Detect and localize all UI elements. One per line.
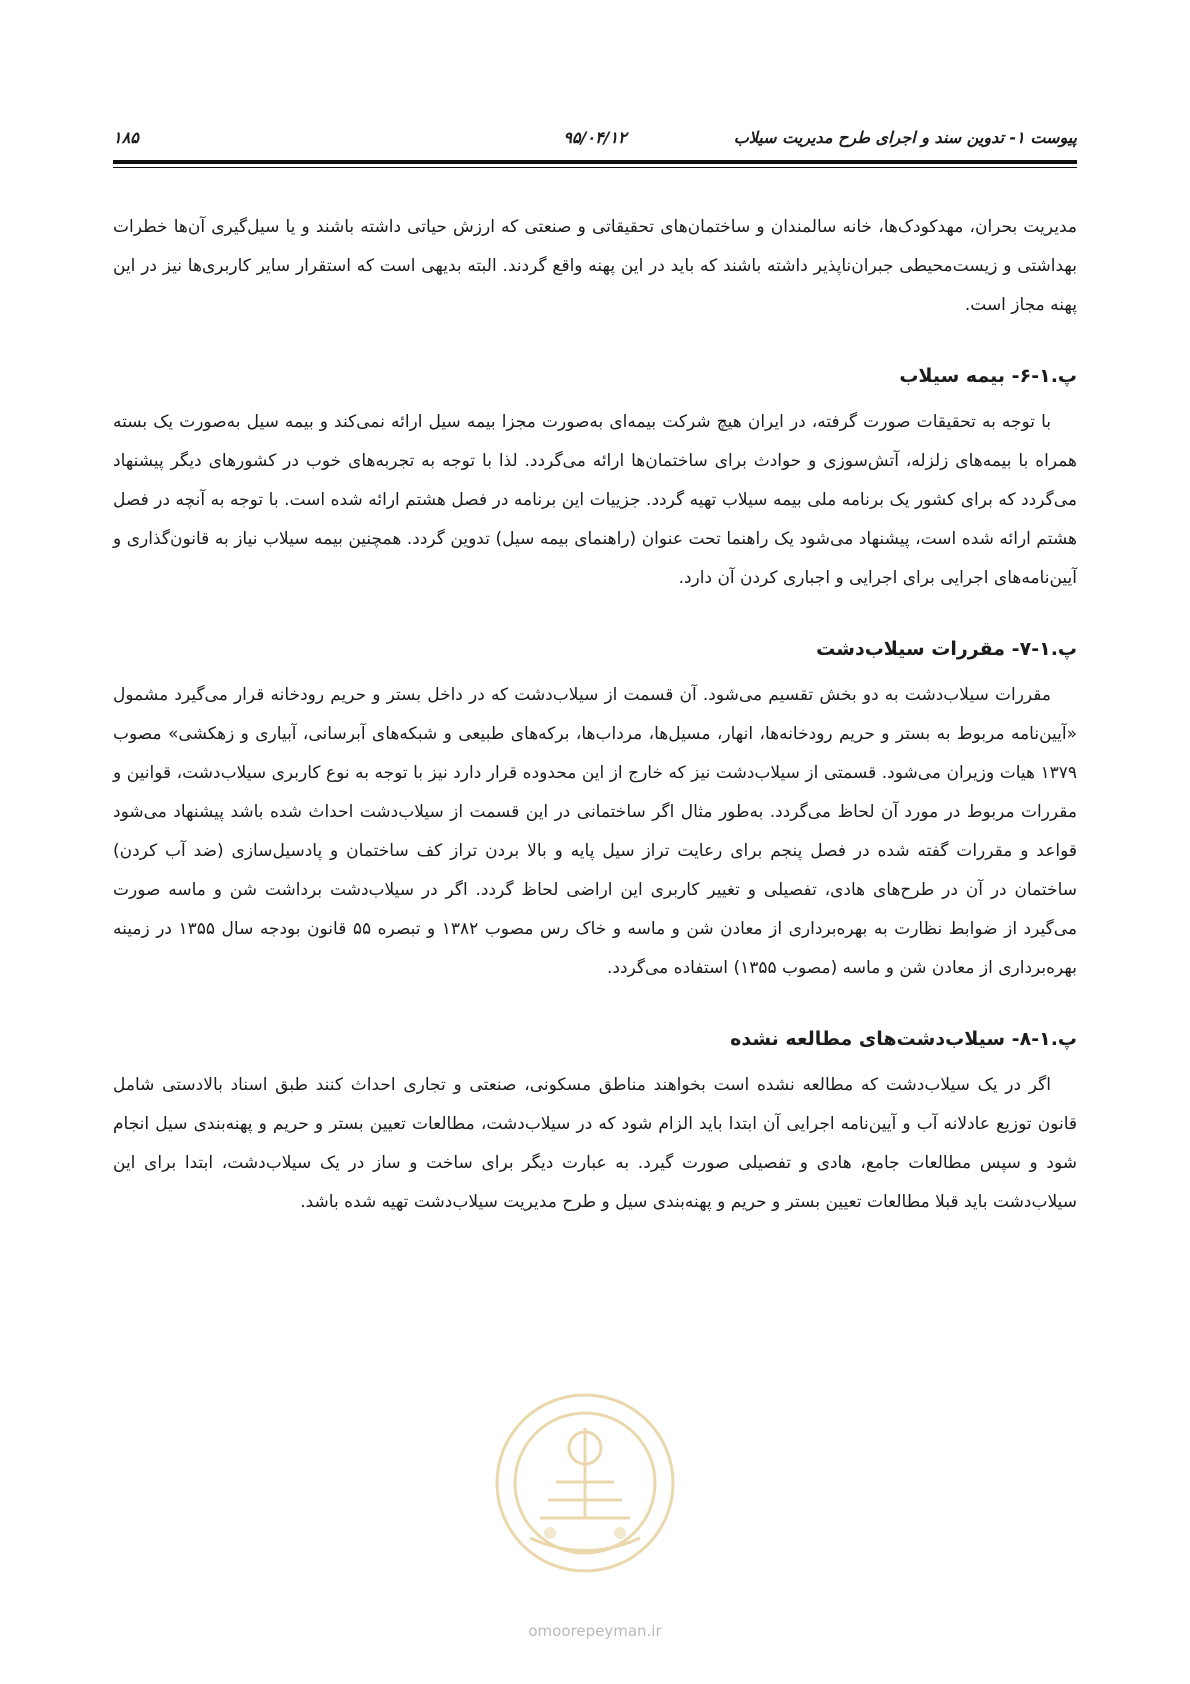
- section-paragraph: مقررات سیلاب‌دشت به دو بخش تقسیم می‌شود. آن قسمت از سیلاب‌دشت که در داخل بستر و حریم رودخانه قرار می‌گیرد مشمول «آیین‌نامه مربوط به بستر و حریم رودخانه‌ها، انهار، مسیل‌ها، مرداب‌ها، برکه‌های طبیعی و شبکه‌های آبرسانی، آبیاری و زهکشی» مصوب ۱۳۷۹ هیات وزیران می‌شود. قسمتی از سیلاب‌دشت نیز که خارج از این محدوده قرار دارد نیز با توجه به نوع کاربری سیلاب‌دشت، قوانین و مقررات مربوط در مورد آن لحاظ می‌گردد. به‌طور مثال اگر ساختمانی در این قسمت از سیلاب‌دشت احداث شده باشد پیشنهاد می‌شود قواعد و مقررات گفته شده در فصل پنجم برای رعایت تراز سیل پایه و بالا بردن تراز کف ساختمان و پادسیل‌سازی (ضد آب کردن) ساختمان در آن در طرح‌های هادی، تفصیلی و تغییر کاربری این اراضی لحاظ گردد. اگر در سیلاب‌دشت برداشت شن و ماسه صورت می‌گیرد از ضوابط نظارت به بهره‌برداری از معادن شن و ماسه و خاک رس مصوب ۱۳۸۲ و تبصره ۵۵ قانون بودجه سال ۱۳۵۵ در زمینه بهره‌برداری از معادن شن و ماسه (مصوب ۱۳۵۵) استفاده می‌گردد.: [113, 685, 1078, 978]
- page-number: ۱۸۵: [113, 128, 139, 147]
- intro-paragraph: مدیریت بحران، مهدکودک‌ها، خانه سالمندان و ساختمان‌های تحقیقاتی و صنعتی که ارزش حیاتی داشته باشند و یا سیل‌گیری آن‌ها خطرات بهداشتی و زیست‌محیطی جبران‌ناپذیر داشته باشند که باید در این پهنه واقع گردند. البته بدیهی است که استقرار سایر کاربری‌ها نیز در این پهنه مجاز است.: [113, 217, 1077, 315]
- section-paragraph: اگر در یک سیلاب‌دشت که مطالعه نشده است بخواهند مناطق مسکونی، صنعتی و تجاری احداث کنند طبق اسناد بالادستی شامل قانون توزیع عادلانه آب و آیین‌نامه اجرایی آن ابتدا باید الزام شود که در سیلاب‌دشت، مطالعات تعیین بستر و حریم و پهنه‌بندی سیل انجام شود و سپس مطالعات جامع، هادی و تفصیلی صورت گیرد. به عبارت دیگر برای ساخت و ساز در یک سیلاب‌دشت، ابتدا برای این سیلاب‌دشت باید قبلا مطالعات تعیین بستر و حریم و پهنه‌بندی سیل و طرح مدیریت سیلاب‌دشت تهیه شده باشد.: [113, 1075, 1077, 1212]
- section-heading-flood-insurance: پ.۱-۶- بیمه سیلاب: [899, 365, 1077, 387]
- watermark-seal-icon: [490, 1388, 680, 1578]
- section-heading-floodplain-regulations: پ.۱-۷- مقررات سیلاب‌دشت: [816, 638, 1077, 660]
- header-title: پیوست ۱- تدوین سند و اجرای طرح مدیریت سیلاب: [733, 128, 1077, 147]
- header-rule-thick: [113, 160, 1077, 164]
- document-body: [113, 208, 1077, 1222]
- header-date: ۹۵/۰۴/۱۲: [563, 128, 627, 147]
- section-heading-unstudied-floodplains: پ.۱-۸- سیلاب‌دشت‌های مطالعه نشده: [730, 1028, 1077, 1050]
- watermark-url: omoorepeyman.ir: [528, 1622, 662, 1640]
- header-rule-thin: [113, 167, 1077, 168]
- page-header: [113, 128, 1077, 154]
- section-paragraph: با توجه به تحقیقات صورت گرفته، در ایران هیچ شرکت بیمه‌ای به‌صورت مجزا بیمه سیل ارائه نمی‌کند و بیمه سیل به‌صورت یک بسته همراه با بیمه‌های زلزله، آتش‌سوزی و حوادث برای ساختمان‌ها ارائه می‌گردد. لذا با توجه به تجربه‌های خوب در کشورهای دیگر پیشنهاد می‌گردد که برای کشور یک برنامه ملی بیمه سیلاب تهیه گردد. جزییات این برنامه در فصل هشتم ارائه شده است. با توجه به آنچه در فصل هشتم ارائه شده است، پیشنهاد می‌شود یک راهنما تحت عنوان (راهنمای بیمه سیل) تدوین گردد. همچنین بیمه سیلاب نیاز به قانون‌گذاری و آیین‌نامه‌های اجرایی برای اجرایی و اجباری کردن آن دارد.: [113, 412, 1077, 588]
